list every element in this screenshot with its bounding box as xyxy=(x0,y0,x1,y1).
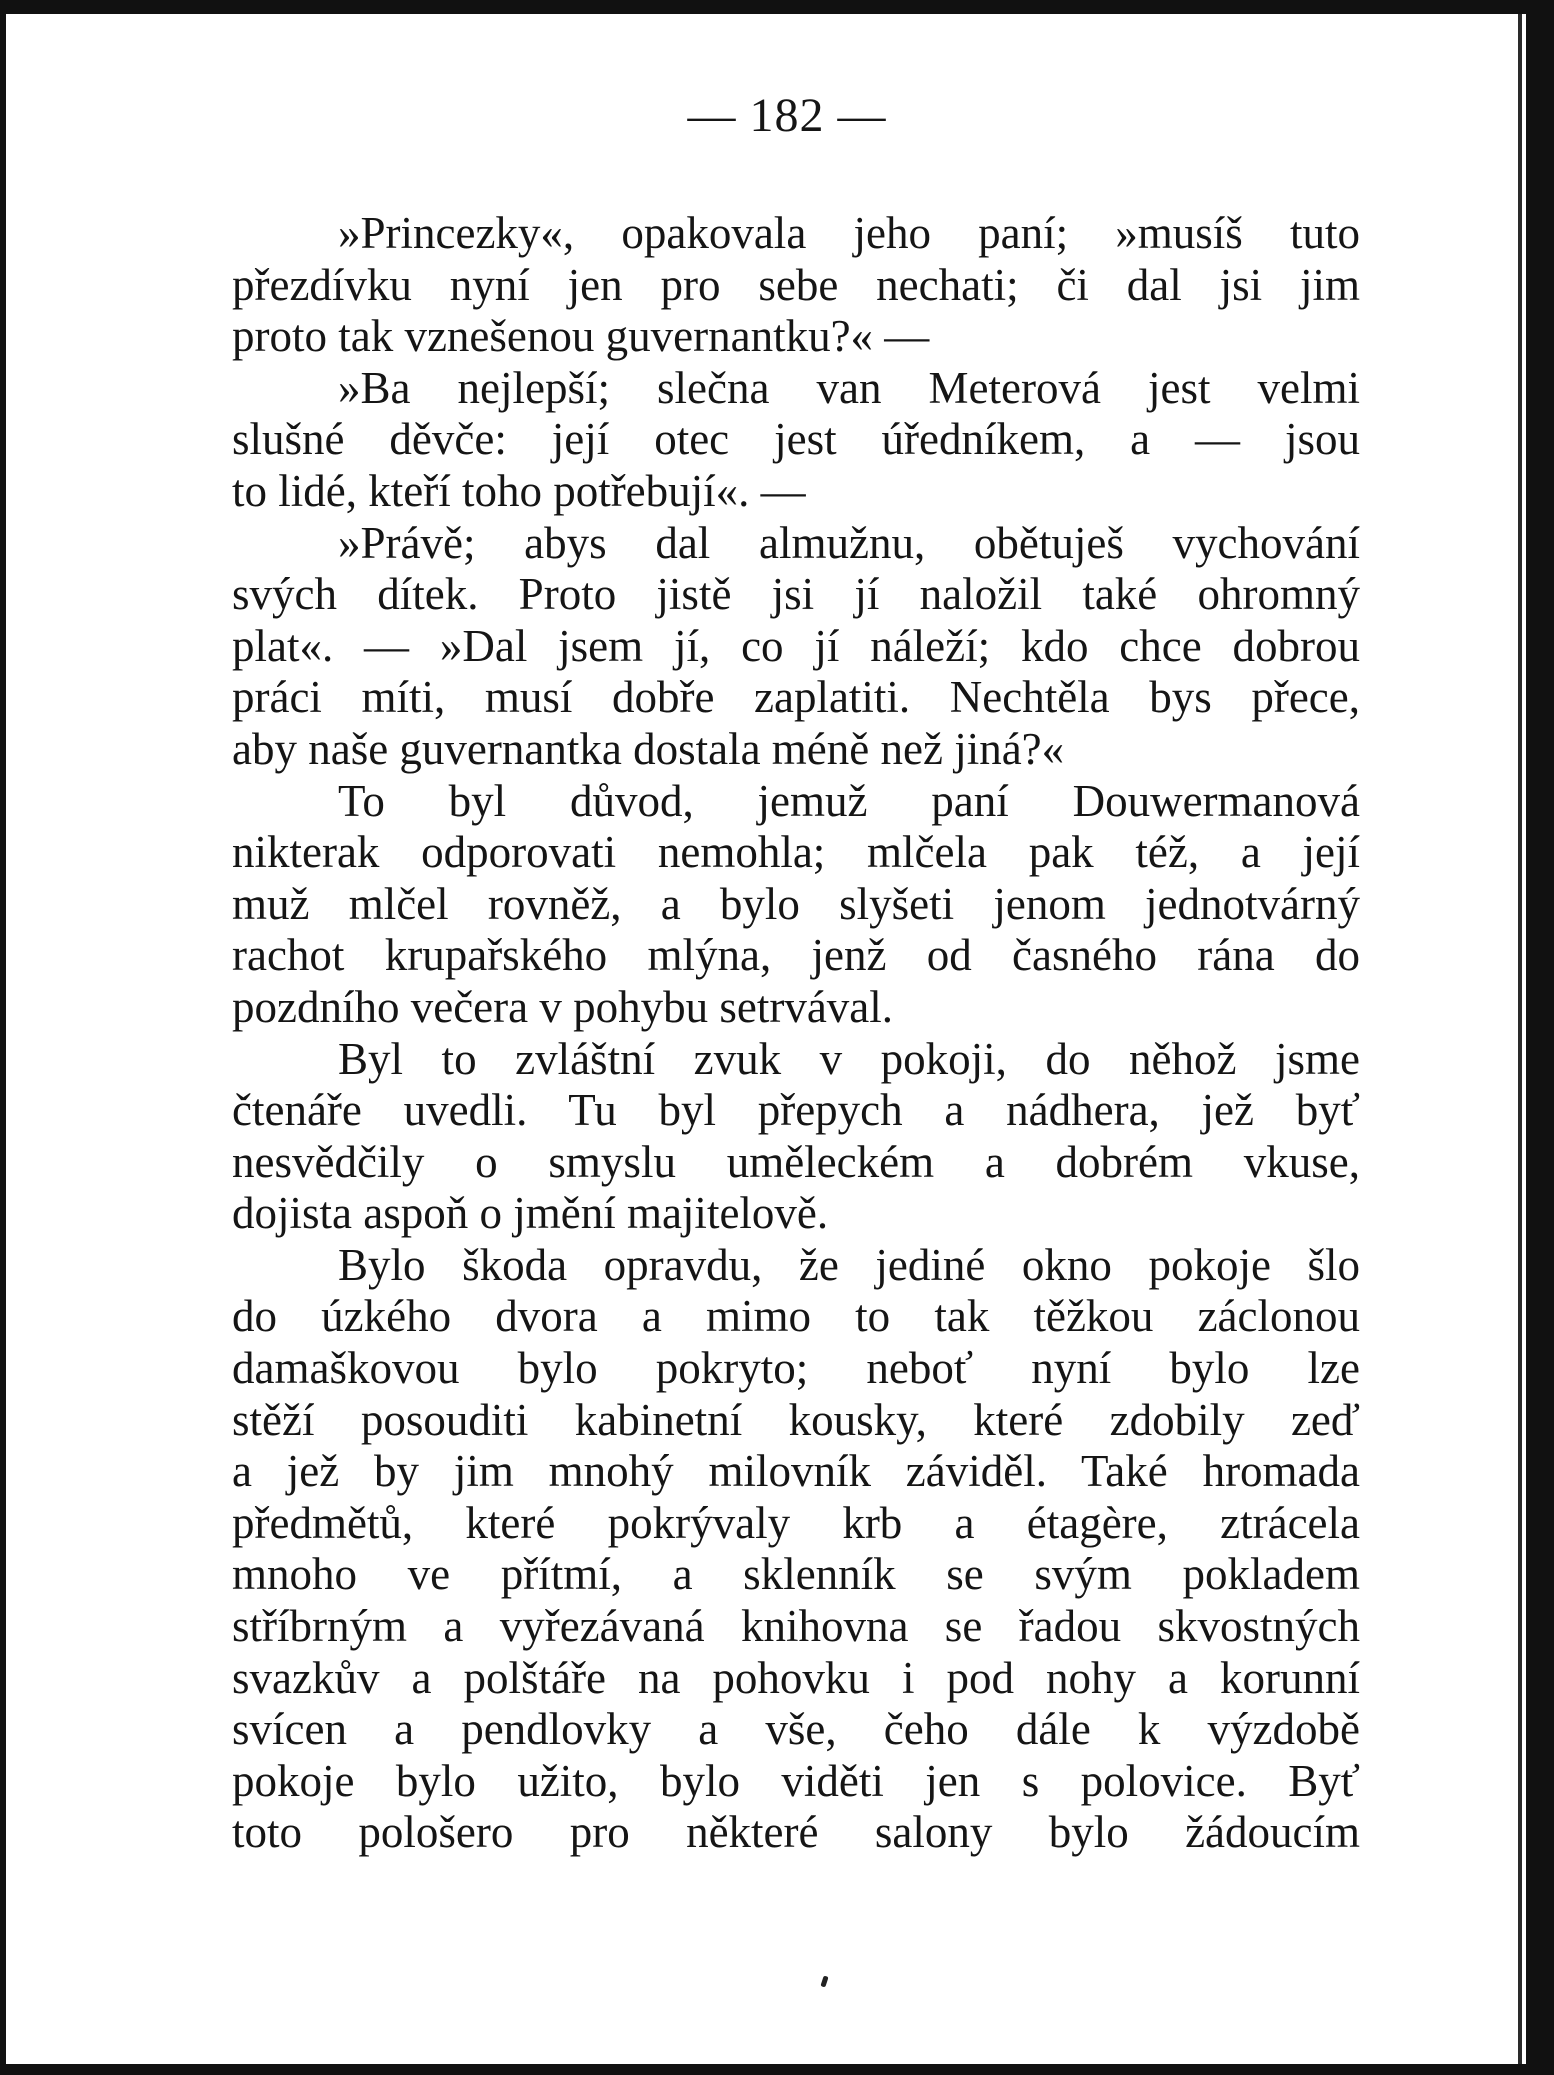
text-line: dojista aspoň o jmění majitelově. xyxy=(232,1188,829,1239)
text-line: práci míti, musí dobře zaplatiti. Nechtěla bys přece, xyxy=(232,672,1360,723)
text-line: damaškovou bylo pokryto; neboť nyní bylo lze xyxy=(232,1343,1360,1394)
text-line: proto tak vznešenou guvernantku?« — xyxy=(232,311,930,362)
text-line: Bylo škoda opravdu, že jediné okno pokoje šlo xyxy=(338,1239,1360,1290)
text-line: muž mlčel rovněž, a bylo slyšeti jenom jednotvárný xyxy=(232,878,1360,929)
text-line: stříbrným a vyřezávaná knihovna se řadou skvostných xyxy=(232,1601,1360,1652)
text-line: Byl to zvláštní zvuk v pokoji, do něhož jsme xyxy=(338,1033,1360,1084)
scan-gutter-shadow xyxy=(1518,14,1522,2075)
text-line: »Princezky«, opakovala jeho paní; »musíš tuto xyxy=(338,208,1360,258)
text-line: plat«. — »Dal jsem jí, co jí náleží; kdo chce dobrou xyxy=(232,620,1360,671)
text-line: aby naše guvernantka dostala méně než jiná?« xyxy=(232,723,1065,774)
scan-border-left xyxy=(0,0,6,2075)
body-text xyxy=(232,208,1360,1859)
text-line: to lidé, kteří toho potřebují«. — xyxy=(232,465,806,516)
text-line: »Právě; abys dal almužnu, obětuješ vychování xyxy=(338,517,1360,568)
text-line: do úzkého dvora a mimo to tak těžkou záclonou xyxy=(232,1291,1360,1342)
text-line: a jež by jim mnohý milovník záviděl. Také hromada xyxy=(232,1446,1360,1497)
text-line: svícen a pendlovky a vše, čeho dále k výzdobě xyxy=(232,1704,1360,1755)
text-line: slušné děvče: její otec jest úředníkem, a — jsou xyxy=(232,414,1360,465)
ink-speck xyxy=(820,1975,828,1987)
text-line: svých dítek. Proto jistě jsi jí naložil také ohromný xyxy=(232,569,1360,620)
text-line: přezdívku nyní jen pro sebe nechati; či dal jsi jim xyxy=(232,259,1360,310)
scan-border-bottom xyxy=(0,2064,1554,2075)
page-number: — 182 — xyxy=(687,89,887,142)
text-line: stěží posouditi kabinetní kousky, které zdobily zeď xyxy=(232,1394,1360,1445)
text-line: čtenáře uvedli. Tu byl přepych a nádhera, jež byť xyxy=(232,1085,1360,1136)
scan-border-top xyxy=(0,0,1554,14)
text-line: »Ba nejlepší; slečna van Meterová jest velmi xyxy=(338,362,1360,413)
text-line: předmětů, které pokrývaly krb a étagère, ztrácela xyxy=(232,1497,1360,1548)
scan-border-right xyxy=(1526,0,1554,2075)
text-line: svazkův a polštáře na pohovku i pod nohy a korunní xyxy=(232,1652,1360,1703)
text-line: nikterak odporovati nemohla; mlčela pak též, a její xyxy=(232,827,1360,878)
text-line: nesvědčily o smyslu uměleckém a dobrém vkuse, xyxy=(232,1136,1360,1187)
text-line: mnoho ve přítmí, a sklenník se svým pokladem xyxy=(232,1549,1360,1600)
text-line: rachot krupařského mlýna, jenž od časného rána do xyxy=(232,930,1360,981)
text-line: pozdního večera v pohybu setrvával. xyxy=(232,981,894,1032)
text-line: pokoje bylo užito, bylo viděti jen s polovice. Byť xyxy=(232,1755,1360,1806)
text-line: To byl důvod, jemuž paní Douwermanová xyxy=(338,775,1360,826)
text-line: toto pološero pro některé salony bylo žádoucím xyxy=(232,1807,1360,1858)
